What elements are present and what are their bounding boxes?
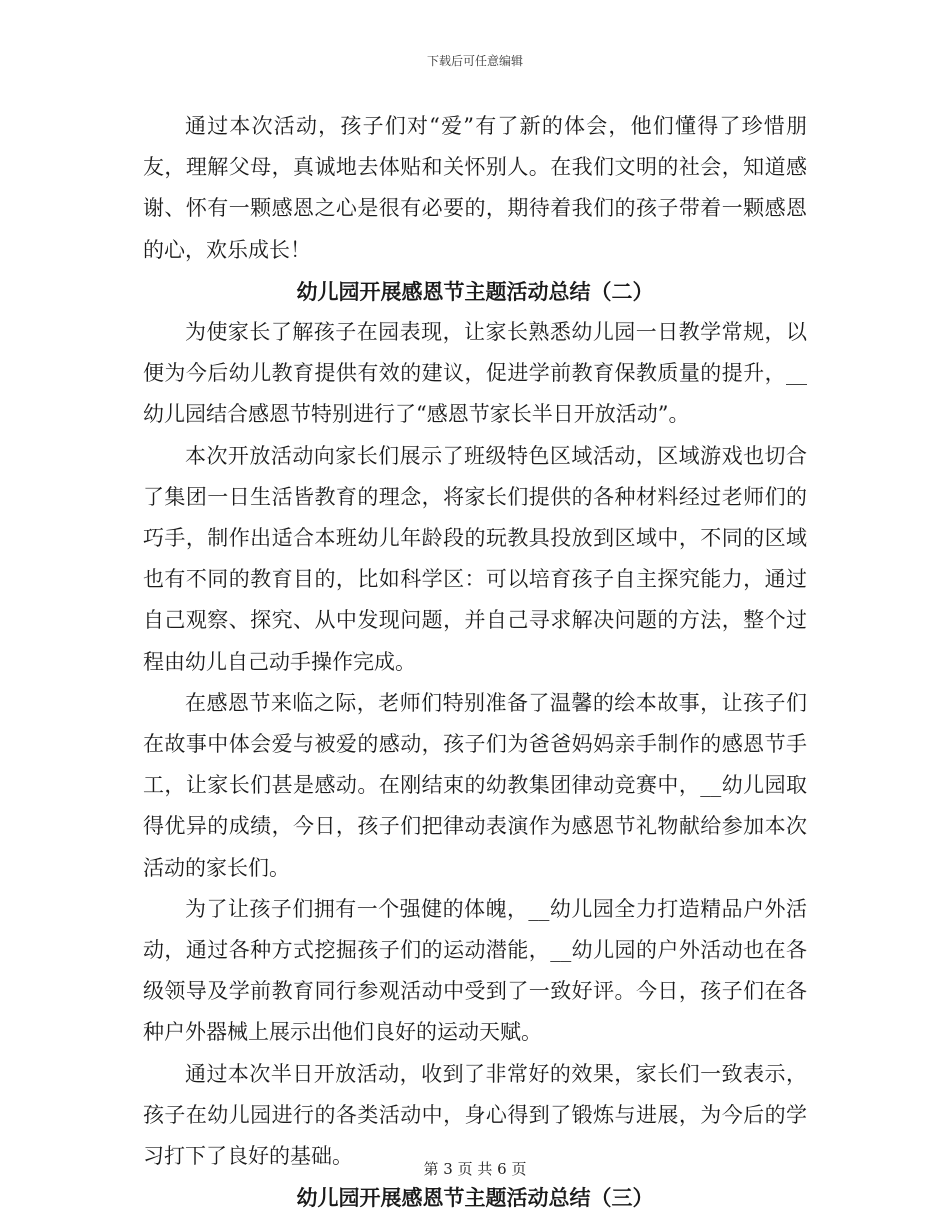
paragraph-6: 通过本次半日开放活动，收到了非常好的效果，家长们一致表示，孩子在幼儿园进行的各类活动中，身心得到了锻炼与进展，为今后的学习打下了良好的基础。 bbox=[143, 1061, 807, 1169]
paragraph-1: 通过本次活动，孩子们对“爱”有了新的体会，他们懂得了珍惜朋友，理解父母，真诚地去体贴和关怀别人。在我们文明的社会，知道感谢、怀有一颗感恩之心是很有必要的，期待着我们的孩子带着一颗感恩的心，欢乐成长！ bbox=[143, 114, 807, 262]
paragraph-3: 本次开放活动向家长们展示了班级特色区域活动，区域游戏也切合了集团一日生活皆教育的理念，将家长们提供的各种材料经过老师们的巧手，制作出适合本班幼儿年龄段的玩教具投放到区域中，不同的区域也有不同的教育目的，比如科学区：可以培育孩子自主探究能力，通过自己观察、探究、从中发现问题，并自己寻求解决问题的方法，整个过程由幼儿自己动手操作完成。 bbox=[143, 443, 807, 674]
paragraph-4: 在感恩节来临之际，老师们特别准备了温馨的绘本故事，让孩子们在故事中体会爱与被爱的感动，孩子们为爸爸妈妈亲手制作的感恩节手工，让家长们甚是感动。在刚结束的幼教集团律动竞赛中，__幼儿园取得优异的成绩，今日，孩子们把律动表演作为感恩节礼物献给参加本次活动的家长们。 bbox=[143, 690, 807, 880]
section-heading-3: 幼儿园开展感恩节主题活动总结（三） bbox=[296, 1185, 654, 1211]
page-number: 第 3 页 共 6 页 bbox=[423, 1160, 527, 1178]
paragraph-2: 为使家长了解孩子在园表现，让家长熟悉幼儿园一日教学常规，以便为今后幼儿教育提供有效的建议，促进学前教育保教质量的提升，__幼儿园结合感恩节特别进行了“感恩节家长半日开放活动”。 bbox=[143, 320, 807, 427]
paragraph-5: 为了让孩子们拥有一个强健的体魄，__幼儿园全力打造精品户外活动，通过各种方式挖掘孩子们的运动潜能，__幼儿园的户外活动也在各级领导及学前教育同行参观活动中受到了一致好评。今日，孩子们在各种户外器械上展示出他们良好的运动天赋。 bbox=[143, 896, 807, 1045]
document-body bbox=[143, 106, 807, 1218]
page-header: 下载后可任意编辑 bbox=[426, 54, 523, 68]
section-heading-2: 幼儿园开展感恩节主题活动总结（二） bbox=[296, 278, 654, 304]
